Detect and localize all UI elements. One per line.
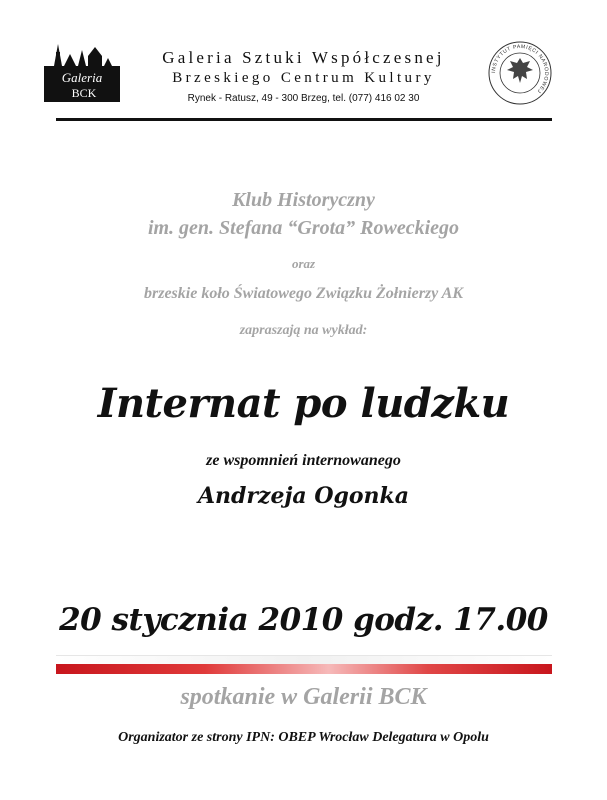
lecture-author: Andrzeja Ogonka — [197, 483, 410, 509]
event-place: spotkanie w Galerii BCK — [180, 684, 427, 710]
gallery-name: Galeria Sztuki Współczesnej — [162, 48, 445, 67]
club-name-line2: im. gen. Stefana “Grota” Roweckiego — [147, 217, 460, 239]
ipn-eagle-seal-icon — [487, 40, 553, 106]
poster-header — [0, 0, 607, 125]
club-name-line1: Klub Historyczny — [232, 189, 375, 211]
lecture-subtitle: ze wspomnień internowanego — [206, 452, 401, 469]
gallery-address: Rynek - Ratusz, 49 - 300 Brzeg, tel. (077) 416 02 30 — [187, 93, 420, 104]
logo-text-bottom: BCK — [71, 86, 97, 100]
logo-text-top: Galeria — [61, 70, 103, 85]
event-organizer: Organizator ze strony IPN: OBEP Wrocław Delegatura w Opolu — [118, 730, 489, 745]
galeria-bck-logo — [44, 38, 120, 102]
header-divider — [56, 118, 552, 121]
lecture-title: Internat po ludzku — [97, 380, 510, 427]
invitation-text: zapraszają na wykład: — [239, 323, 368, 338]
flag-stripe-red — [56, 664, 552, 674]
association-name: brzeskie koło Światowego Związku Żołnierzy AK — [144, 285, 463, 302]
center-name: Brzeskiego Centrum Kultury — [172, 70, 435, 86]
seal-text: INSTYTUT PAMIĘCI NARODOWEJ — [490, 43, 550, 95]
event-datetime: 20 stycznia 2010 godz. 17.00 — [59, 602, 548, 638]
conjunction-text: oraz — [291, 256, 316, 271]
